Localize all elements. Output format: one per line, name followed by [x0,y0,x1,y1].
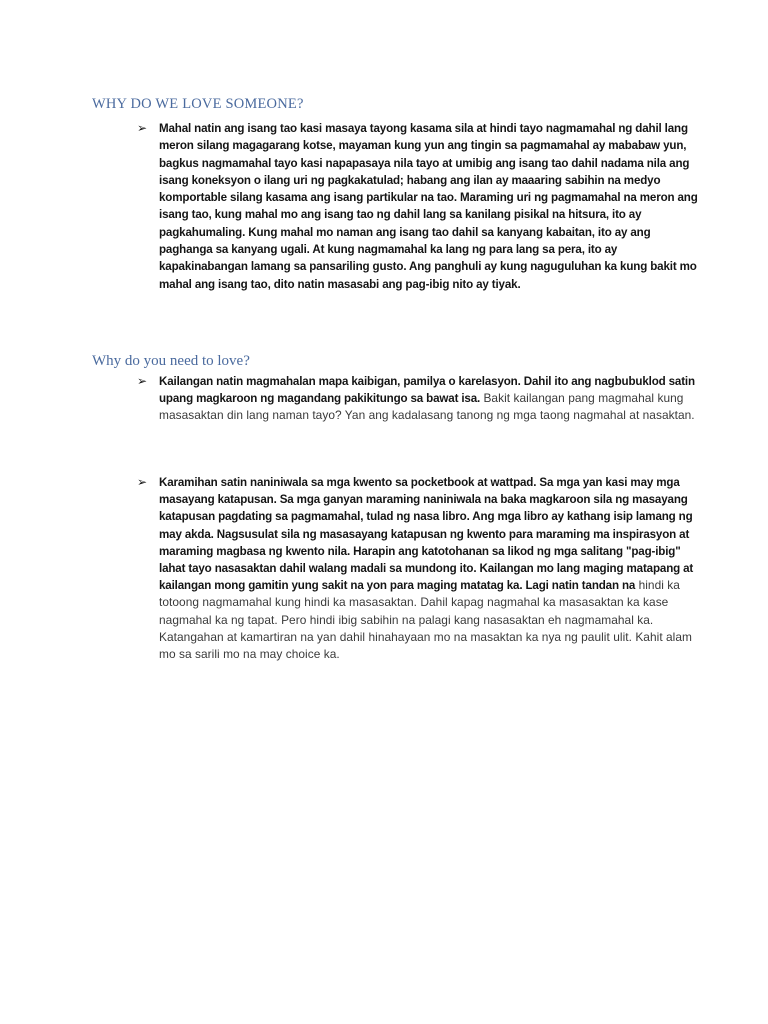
section-heading-why-need-love: Why do you need to love? [92,353,250,369]
arrow-bullet-icon: ➢ [137,475,148,489]
paragraph-regular-text: Bakit kailangan pang magmahal kung masasaktan din lang naman tayo? Yan ang kadalasang tanong ng mga taong nagmahal at nasaktan. [159,391,695,422]
paragraph-bold-text: Karamihan satin naniniwala sa mga kwento sa pocketbook at wattpad. Sa mga yan kasi may mga masayang katapusan. Sa mga ganyan maraming naniniwala na baka magkaroon sila ng masayang katapusan pagdating sa pagmamahal, tulad ng nasa libro. Ang mga libro ay kathang isip lamang ng may akda. Nagsusulat sila ng masasayang katapusan ng kwento para maraming ma inspirasyon at maraming magbasa ng kwento nila. Harapin ang katotohanan sa likod ng mga salitang "pag-ibig" lahat tayo nasasaktan dahil walang madali sa mundong ito. Kailangan mo lang maging matapang at kailangan mong gamitin yung sakit na yon para maging matatag ka. Lagi natin tandan na [159,476,694,593]
arrow-bullet-icon: ➢ [137,374,148,388]
paragraph-regular-text: hindi ka totoong nagmamahal kung hindi ka masasaktan. Dahil kapag nagmahal ka masasaktan ka kase nagmahal ka ng tapat. Pero hindi ibig sabihin na palagi kang nasasaktan eh nagmamahal ka. Katangahan at kamartiran na yan dahil hinahayaan mo na masaktan ka nya ng paulit ulit. Kahit alam mo sa sarili mo na may choice ka. [159,578,692,662]
paragraph-bold-text: Kailangan natin magmahalan mapa kaibigan, pamilya o karelasyon. Dahil ito ang nagbubuklod satin upang magkaroon ng magandang pakikitungo sa bawat isa. [159,375,695,405]
paragraph [159,474,699,663]
paragraph [159,120,699,293]
paragraph-bold-text: Mahal natin ang isang tao kasi masaya tayong kasama sila at hindi tayo nagmamahal ng dahil lang meron silang magagarang kotse, mayaman kung yun ang tingin sa pagmamahal ay mababaw yun, bagkus nagmamahal tayo kasi napapasaya nila tayo at umibig ang isang tao dahil nadama nila ang isang koneksyon o ilang uri ng pagkakatulad; habang ang ilan ay maaaring sabihin na medyo komportable silang kasama ang isang partikular na tao. Maraming uri ng pagmamahal na meron ang isang tao, kung mahal mo ang isang tao ng dahil lang sa kanilang pisikal na hitsura, ito ay pagkahumaling. Kung mahal mo naman ang isang tao dahil sa kanyang kabaitan, ito ay ang paghanga sa kanyang ugali. At kung nagmamahal ka lang ng para lang sa pera, ito ay kapakinabangan lamang sa pansariling gusto. Ang panghuli ay kung naguguluhan ka kung bakit mo mahal ang isang tao, dito natin masasabi ang pag-ibig nito ay tiyak. [159,122,698,291]
arrow-bullet-icon: ➢ [137,121,148,135]
paragraph [159,373,699,424]
section-heading-why-love-someone: WHY DO WE LOVE SOMEONE? [92,96,304,112]
